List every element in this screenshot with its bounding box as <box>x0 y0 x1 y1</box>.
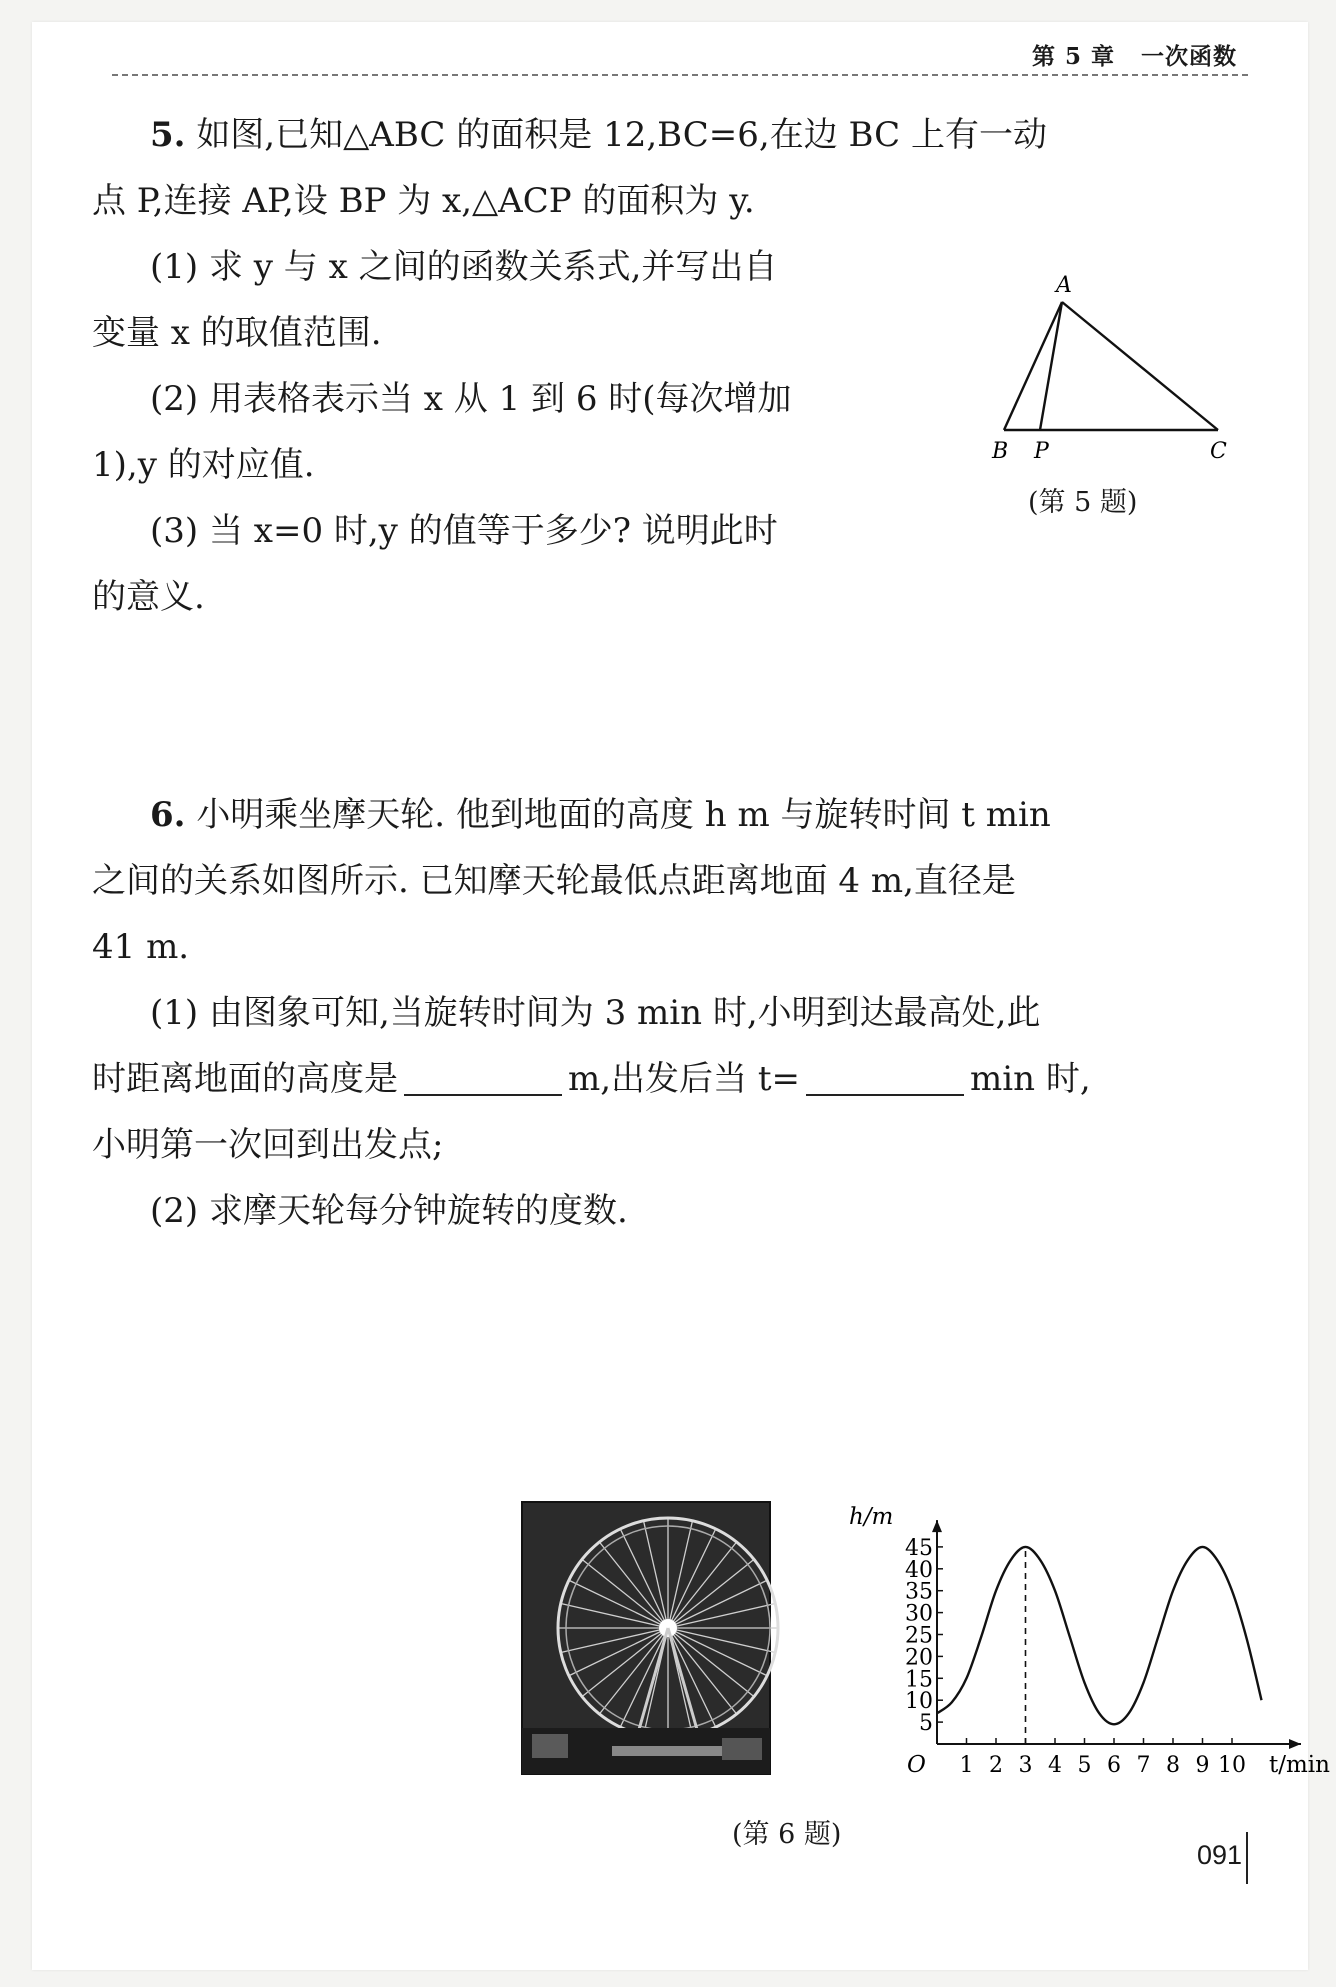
triangle-figure <box>992 262 1292 472</box>
header-dashed-rule <box>112 74 1248 76</box>
y-tick-label: 45 <box>905 1535 933 1561</box>
p6-stem-line3: 41 m. <box>92 927 190 967</box>
answer-blank-time[interactable] <box>806 1058 964 1096</box>
y-axis-arrow <box>932 1520 942 1532</box>
p5-q2-line1: (2) 用表格表示当 x 从 1 到 6 时(每次增加 <box>150 379 792 419</box>
ferris-wheel-photo <box>522 1502 770 1774</box>
p6-stem-line1: 6. 小明乘坐摩天轮. 他到地面的高度 h m 与旋转时间 t min <box>150 795 1051 835</box>
p5-stem-line1: 5. 如图,已知△ABC 的面积是 12,BC=6,在边 BC 上有一动 <box>150 115 1047 155</box>
label-A: A <box>1056 273 1072 298</box>
p6-q1-line3: 小明第一次回到出发点; <box>92 1125 444 1165</box>
x-tick-label: 4 <box>1048 1753 1062 1778</box>
segment-AP <box>1040 302 1062 430</box>
x-tick-label: 6 <box>1107 1753 1121 1778</box>
x-tick-label: 7 <box>1136 1753 1151 1778</box>
p6-number: 6. <box>150 795 186 835</box>
y-tick-label: 20 <box>905 1645 933 1671</box>
x-tick-label: 2 <box>989 1753 1003 1778</box>
answer-blank-height[interactable] <box>404 1058 562 1096</box>
label-P: P <box>1034 439 1049 464</box>
p5-q2-line2: 1),y 的对应值. <box>92 445 315 485</box>
p6-q1-line1: (1) 由图象可知,当旋转时间为 3 min 时,小明到达最高处,此 <box>150 993 1041 1033</box>
side-AB <box>1004 302 1062 430</box>
p5-number: 5. <box>150 115 186 155</box>
x-tick-label: 5 <box>1077 1753 1092 1778</box>
x-tick-label: 3 <box>1018 1753 1033 1778</box>
label-B: B <box>992 439 1009 464</box>
origin-label: O <box>907 1752 926 1778</box>
x-tick-label: 1 <box>959 1753 974 1778</box>
y-tick-label: 5 <box>919 1711 933 1737</box>
p6-q1-line2: 时距离地面的高度是 m,出发后当 t= min 时, <box>92 1059 1091 1099</box>
p5-q3-line2: 的意义. <box>92 577 205 617</box>
p5-q1-line2: 变量 x 的取值范围. <box>92 313 382 353</box>
x-tick-label: 10 <box>1218 1753 1246 1778</box>
label-C: C <box>1210 439 1227 464</box>
p6-q2: (2) 求摩天轮每分钟旋转的度数. <box>150 1191 628 1231</box>
y-tick-label: 25 <box>905 1623 933 1649</box>
p6-caption: (第 6 题) <box>732 1819 842 1850</box>
page-number-bar <box>1246 1832 1248 1884</box>
x-tick-label: 9 <box>1195 1753 1210 1778</box>
y-tick-label: 15 <box>905 1667 933 1693</box>
height-curve <box>937 1547 1262 1724</box>
base-building <box>612 1746 722 1756</box>
p5-q3-line1: (3) 当 x=0 时,y 的值等于多少? 说明此时 <box>150 511 778 551</box>
y-tick-label: 30 <box>905 1601 933 1627</box>
page-number: 091 <box>1196 1840 1242 1870</box>
x-axis-label: t/min <box>1269 1752 1330 1778</box>
p6-stem-line2: 之间的关系如图所示. 已知摩天轮最低点距离地面 4 m,直径是 <box>92 861 1016 901</box>
height-time-chart <box>807 1474 1330 1804</box>
p5-stem-line2: 点 P,连接 AP,设 BP 为 x,△ACP 的面积为 y. <box>92 181 755 221</box>
page-header <box>1032 38 1237 71</box>
side-AC <box>1062 302 1218 430</box>
y-tick-label: 10 <box>905 1689 933 1715</box>
y-axis-label: h/m <box>849 1504 894 1531</box>
x-axis-arrow <box>1289 1739 1301 1749</box>
textbook-page <box>32 22 1330 1970</box>
x-tick-label: 8 <box>1166 1753 1180 1778</box>
y-tick-label: 35 <box>905 1579 933 1605</box>
chapter-title: 一次函数 <box>1141 43 1238 70</box>
p5-caption: (第 5 题) <box>1028 487 1138 518</box>
chapter-number: 第 5 章 <box>1032 43 1116 70</box>
p5-q1-line1: (1) 求 y 与 x 之间的函数关系式,并写出自 <box>150 247 778 287</box>
y-tick-label: 40 <box>905 1557 933 1583</box>
